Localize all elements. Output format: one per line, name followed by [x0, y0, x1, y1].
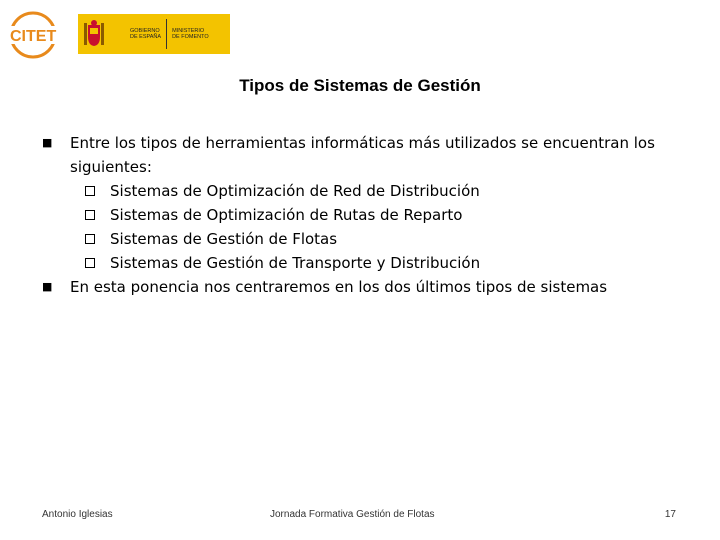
sub-bullet-item — [40, 251, 690, 275]
bullet-item — [40, 275, 690, 299]
slide-content — [40, 131, 690, 299]
slide-title — [0, 76, 720, 96]
bullet-text: Entre los tipos de herramientas informáticas más utilizados se encuentran los siguientes: — [70, 134, 655, 176]
square-bullet-icon: ■ — [42, 280, 53, 293]
sub-bullet-item — [40, 179, 690, 203]
logo-divider — [166, 19, 167, 49]
sub-bullet-text: Sistemas de Gestión de Flotas — [110, 230, 338, 248]
sub-bullet-text: Sistemas de Gestión de Transporte y Distribución — [110, 254, 481, 272]
checkbox-bullet-icon — [85, 258, 95, 268]
checkbox-bullet-icon — [85, 210, 95, 220]
government-logo — [78, 14, 230, 54]
footer-author: Antonio Iglesias — [42, 509, 113, 520]
citet-logo — [6, 8, 64, 60]
square-bullet-icon: ■ — [42, 136, 53, 149]
sub-bullet-item — [40, 227, 690, 251]
gov-logo-line: GOBIERNO — [130, 28, 160, 34]
checkbox-bullet-icon — [85, 186, 95, 196]
gov-logo-line: DE ESPAÑA — [130, 34, 162, 40]
checkbox-bullet-icon — [85, 234, 95, 244]
ministry-logo-line: DE FOMENTO — [172, 34, 209, 40]
citet-logo-text: CITET — [10, 28, 57, 45]
sub-bullet-text: Sistemas de Optimización de Red de Distribución — [110, 182, 480, 200]
bullet-text: En esta ponencia nos centraremos en los dos últimos tipos de sistemas — [70, 278, 608, 296]
footer-event: Jornada Formativa Gestión de Flotas — [270, 509, 435, 520]
page-number: 17 — [664, 509, 676, 520]
bullet-item — [40, 131, 690, 179]
slide-title-text: Tipos de Sistemas de Gestión — [239, 76, 481, 95]
ministry-logo-line: MINISTERIO — [172, 28, 205, 34]
sub-bullet-text: Sistemas de Optimización de Rutas de Reparto — [110, 206, 463, 224]
coat-of-arms-icon — [82, 19, 106, 49]
sub-bullet-item — [40, 203, 690, 227]
